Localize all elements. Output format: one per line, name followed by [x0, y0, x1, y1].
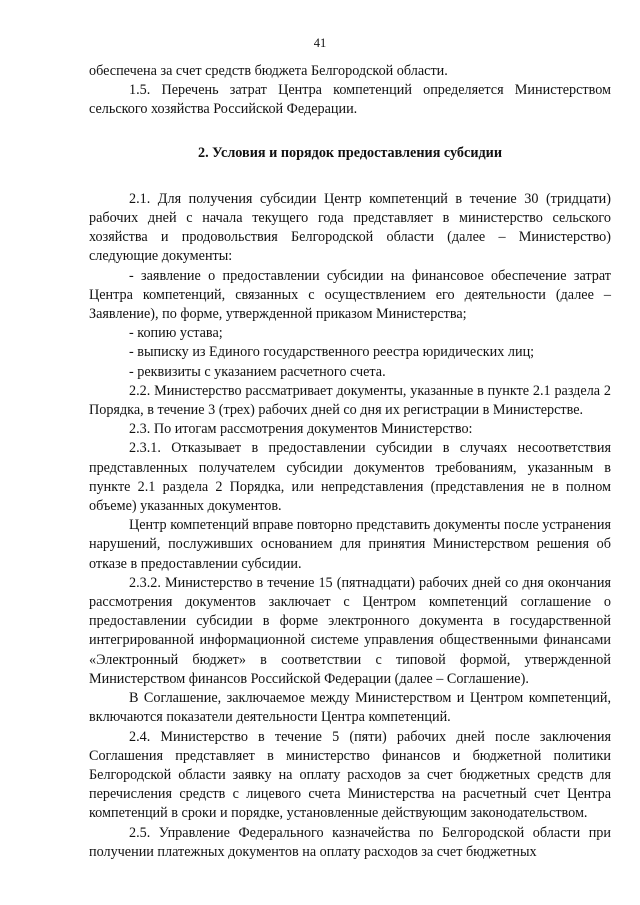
paragraph: обеспечена за счет средств бюджета Белгородской области. — [89, 63, 448, 79]
paragraph: В Соглашение, заключаемое между Министерством и Центром компетенций, включаются показатели деятельности Центра компетенций. — [89, 690, 611, 726]
paragraph: 1.5. Перечень затрат Центра компетенций определяется Министерством сельского хозяйства Российской Федерации. — [89, 82, 611, 118]
page-number: 41 — [313, 36, 327, 50]
document-body — [89, 62, 611, 862]
list-item: - копию устава; — [129, 325, 223, 342]
paragraph: 2.3.2. Министерство в течение 15 (пятнадцати) рабочих дней со дня окончания рассмотрения документов заключает с Центром компетенций соглашение о предоставлении субсидии в форме электронного документа в государственной интегрированной информационной системе управления общественными финансами «Электронный бюджет» в соответствии с типовой формой, утвержденной Министерством финансов Российской Федерации (далее – Соглашение). — [89, 574, 611, 687]
paragraph: 2.2. Министерство рассматривает документы, указанные в пункте 2.1 раздела 2 Порядка, в течение 3 (трех) рабочих дней со дня их регистрации в Министерстве. — [89, 382, 611, 419]
list-item: - реквизиты с указанием расчетного счета. — [129, 363, 386, 380]
paragraph: Центр компетенций вправе повторно представить документы после устранения нарушений, послуживших основанием для принятия Министерством решения об отказе в предоставлении субсидии. — [89, 517, 611, 572]
paragraph: 2.3.1. Отказывает в предоставлении субсидии в случаях несоответствия представленных получателем субсидии документов требованиям, указанным в пункте 2.1 раздела 2 Порядка, или непредставления (представления не в полном объеме) указанных документов. — [89, 440, 611, 515]
paragraph: 2.1. Для получения субсидии Центр компетенций в течение 30 (тридцати) рабочих дней с начала текущего года представляет в министерство сельского хозяйства и продовольствия Белгородской области (далее – Министерство) следующие документы: — [89, 190, 611, 265]
list-item: - выписку из Единого государственного реестра юридических лиц; — [129, 344, 535, 361]
paragraph: 2.3. По итогам рассмотрения документов Министерство: — [129, 421, 473, 438]
paragraph: 2.4. Министерство в течение 5 (пяти) рабочих дней после заключения Соглашения представляет в министерство финансов и бюджетной политики Белгородской области заявку на оплату расходов за счет бюджетных средств для перечисления средств с лицевого счета Министерства на расчетный счет Центра компетенций в сроки и порядке, установленные действующим законодательством. — [89, 728, 611, 822]
paragraph: 2.5. Управление Федерального казначейства по Белгородской области при получении платежных документов на оплату расходов за счет бюджетных — [89, 824, 611, 860]
list-item: - заявление о предоставлении субсидии на финансовое обеспечение затрат Центра компетенций, связанных с осуществлением его деятельности (далее – Заявление), по форме, утвержденной приказом Министерства; — [89, 267, 611, 323]
section-heading: 2. Условия и порядок предоставления субсидии — [197, 144, 503, 161]
